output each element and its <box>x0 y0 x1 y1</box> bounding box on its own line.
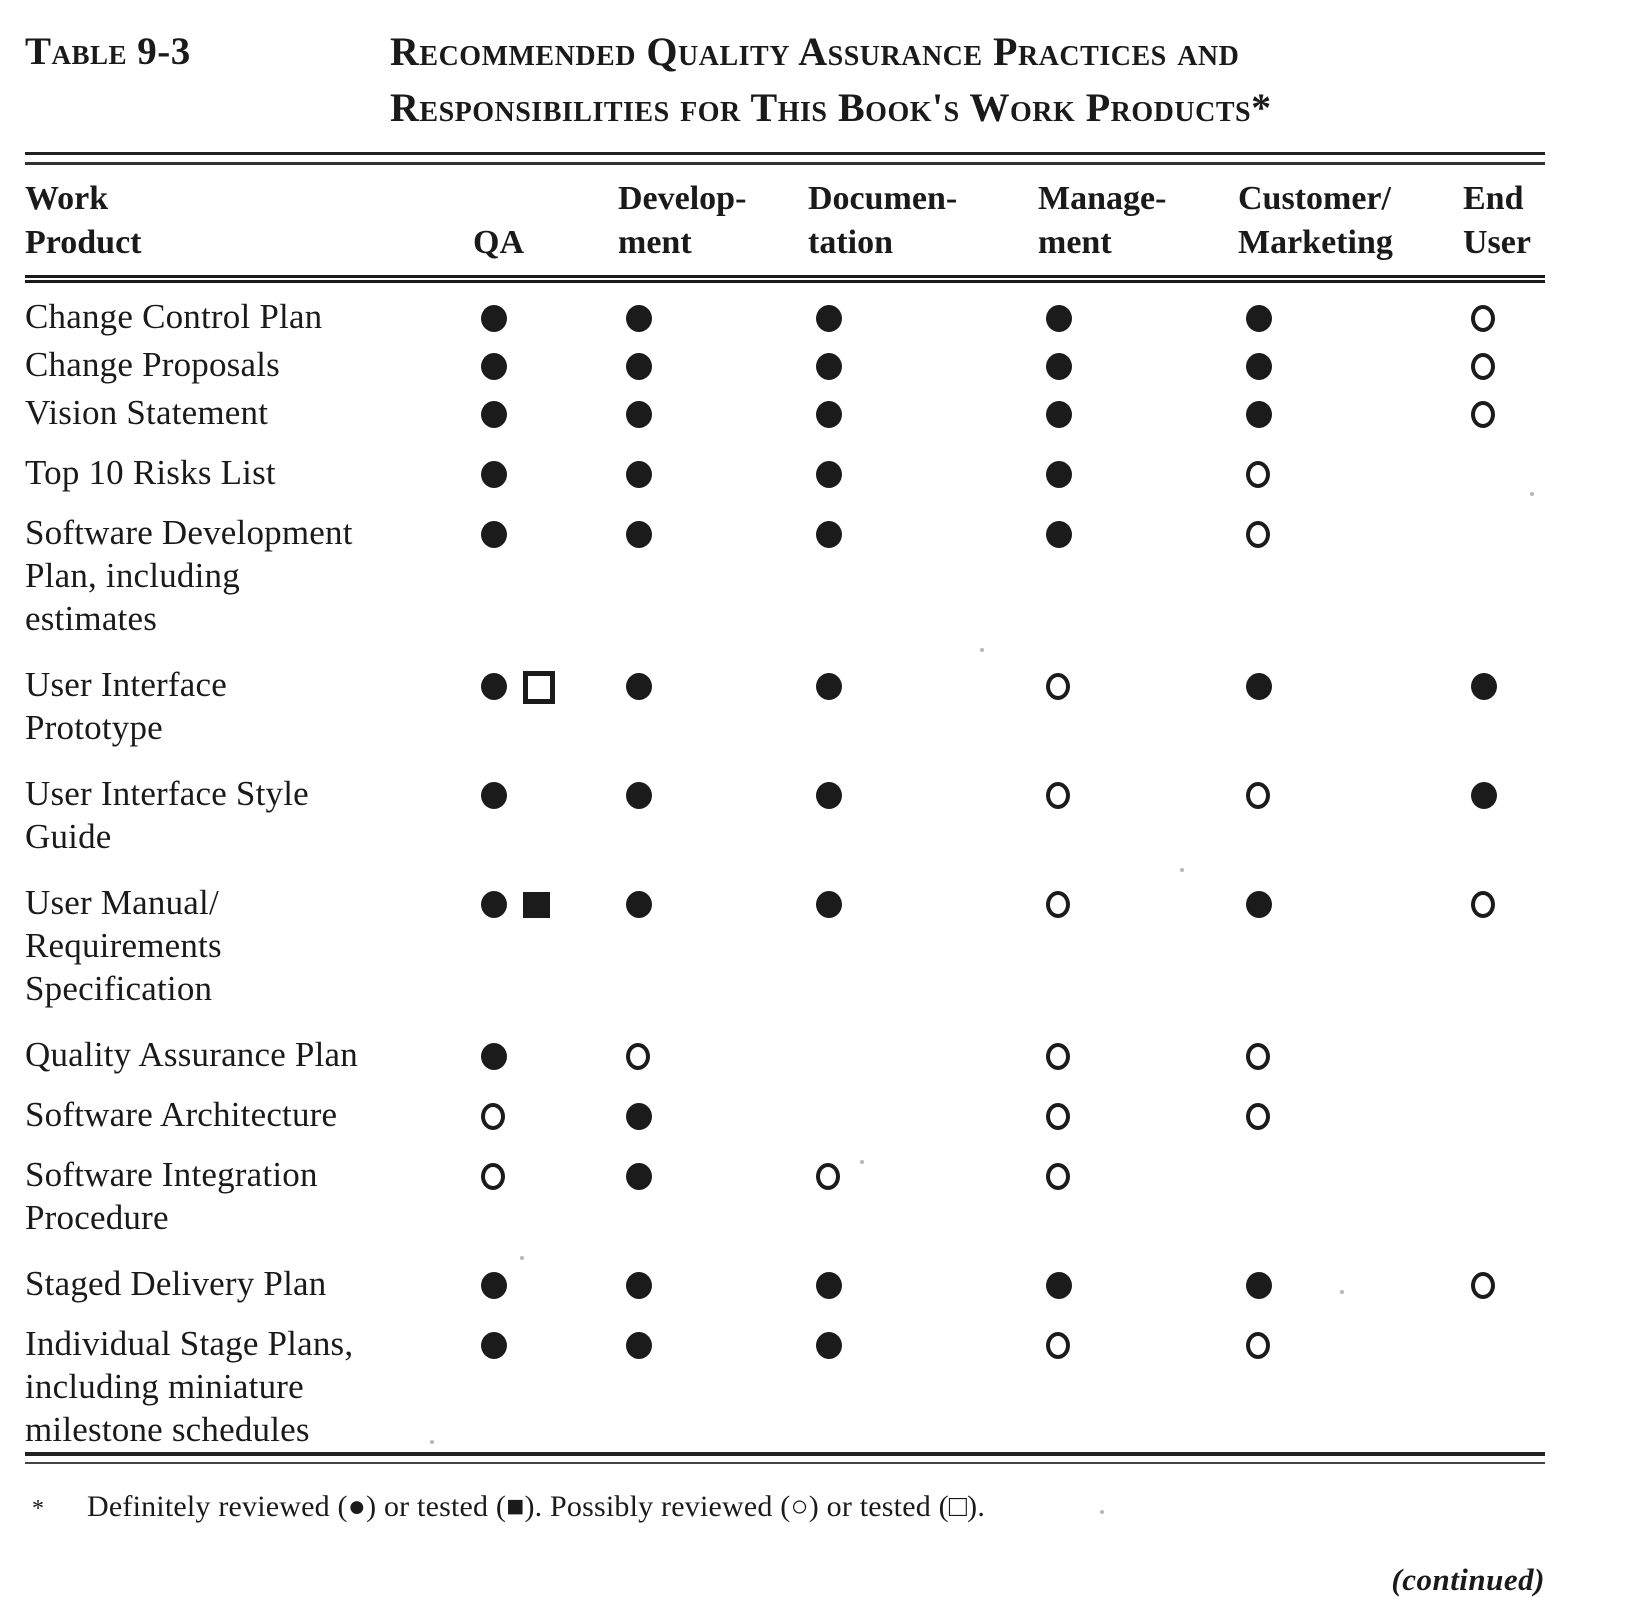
footnote <box>25 1488 1545 1528</box>
open-circle-symbol <box>1246 521 1270 548</box>
filled-circle-symbol <box>626 891 652 918</box>
symbol-cell <box>1445 387 1545 435</box>
top-rule <box>25 152 1545 165</box>
symbol-cell <box>1445 279 1545 339</box>
filled-circle-symbol <box>1046 305 1072 332</box>
open-circle-symbol <box>1246 461 1270 488</box>
filled-circle-symbol <box>816 461 842 488</box>
filled-circle-symbol <box>816 1272 842 1299</box>
open-circle-symbol <box>1046 673 1070 700</box>
filled-circle-symbol <box>481 1272 507 1299</box>
open-circle-symbol <box>1046 1163 1070 1190</box>
symbol-cell <box>790 1306 1020 1452</box>
symbol-cell <box>1020 387 1220 435</box>
open-circle-symbol <box>1471 401 1495 428</box>
filled-circle-symbol <box>816 353 842 380</box>
symbol-cell <box>1220 1077 1445 1137</box>
table-row <box>25 495 1545 641</box>
filled-circle-symbol <box>626 521 652 548</box>
scan-speck <box>1100 1510 1104 1514</box>
table-header-row <box>25 167 1545 279</box>
filled-circle-symbol <box>481 521 507 548</box>
footnote-marker: * <box>32 1496 44 1522</box>
symbol-cell <box>1445 1011 1545 1077</box>
filled-circle-symbol <box>626 1332 652 1359</box>
symbol-cell <box>1020 641 1220 750</box>
table-title <box>390 24 1272 136</box>
product-cell: Quality Assurance Plan <box>25 1035 358 1074</box>
symbol-cell <box>600 495 790 641</box>
filled-circle-symbol <box>626 305 652 332</box>
symbol-cell <box>790 339 1020 387</box>
symbol-cell <box>790 641 1020 750</box>
filled-circle-symbol <box>481 891 507 918</box>
open-circle-symbol <box>626 1043 650 1070</box>
symbol-cell <box>455 750 600 859</box>
symbol-cell <box>790 859 1020 1011</box>
filled-circle-symbol <box>481 782 507 809</box>
product-cell: Change Proposals <box>25 345 280 384</box>
symbol-cell <box>600 1306 790 1452</box>
product-cell: Software Development Plan, including estimates <box>25 513 353 638</box>
symbol-cell <box>455 495 600 641</box>
open-circle-symbol <box>1471 305 1495 332</box>
open-circle-symbol <box>1246 782 1270 809</box>
product-cell: User Interface Prototype <box>25 665 227 747</box>
symbol-cell <box>790 387 1020 435</box>
open-square-symbol <box>523 671 555 704</box>
symbol-cell <box>1220 339 1445 387</box>
symbol-cell <box>1220 387 1445 435</box>
symbol-cell <box>1220 1306 1445 1452</box>
symbol-cell <box>455 387 600 435</box>
symbol-cell <box>790 435 1020 495</box>
table-row <box>25 641 1545 750</box>
symbol-cell <box>455 859 600 1011</box>
symbol-cell <box>1220 279 1445 339</box>
symbol-cell <box>790 495 1020 641</box>
filled-circle-symbol <box>1046 1272 1072 1299</box>
table-label: Table 9-3 <box>25 30 191 73</box>
filled-circle-symbol <box>816 782 842 809</box>
symbol-cell <box>600 859 790 1011</box>
symbol-cell <box>1020 339 1220 387</box>
bottom-rule <box>25 1452 1545 1464</box>
column-header-manage-ment: Manage- ment <box>1020 167 1220 279</box>
symbol-cell <box>1020 1137 1220 1240</box>
symbol-cell <box>790 1011 1020 1077</box>
filled-circle-symbol <box>1046 401 1072 428</box>
symbol-cell <box>455 339 600 387</box>
column-header-develop-ment: Develop- ment <box>600 167 790 279</box>
table-row <box>25 1306 1545 1452</box>
table-row <box>25 435 1545 495</box>
symbol-cell <box>1445 1306 1545 1452</box>
symbol-cell <box>600 750 790 859</box>
table-row <box>25 1240 1545 1306</box>
filled-circle-symbol <box>816 401 842 428</box>
table-row <box>25 750 1545 859</box>
symbol-cell <box>1220 1137 1445 1240</box>
filled-circle-symbol <box>626 673 652 700</box>
column-header-work-product: Work Product <box>25 167 455 279</box>
table-title-line2: Responsibilities for This Book's Work Products* <box>390 85 1272 130</box>
symbol-cell <box>1220 1240 1445 1306</box>
product-cell: Software Integration Procedure <box>25 1155 318 1237</box>
scan-speck <box>520 1256 524 1260</box>
filled-circle-symbol <box>816 1332 842 1359</box>
filled-circle-symbol <box>626 401 652 428</box>
scan-speck <box>1340 1290 1344 1294</box>
symbol-cell <box>1020 1306 1220 1452</box>
symbol-cell <box>1445 495 1545 641</box>
table-row <box>25 1011 1545 1077</box>
scan-speck <box>1530 492 1534 496</box>
filled-circle-symbol <box>1471 673 1497 700</box>
symbol-cell <box>455 1240 600 1306</box>
scan-speck <box>430 1440 434 1444</box>
filled-circle-symbol <box>626 782 652 809</box>
symbol-cell <box>455 1011 600 1077</box>
filled-circle-symbol <box>1471 782 1497 809</box>
filled-circle-symbol <box>816 521 842 548</box>
symbol-cell <box>600 1011 790 1077</box>
table-row <box>25 1137 1545 1240</box>
open-circle-symbol <box>1246 1043 1270 1070</box>
scan-speck <box>980 648 984 652</box>
filled-circle-symbol <box>626 461 652 488</box>
open-circle-symbol <box>1046 1103 1070 1130</box>
symbol-cell <box>600 387 790 435</box>
symbol-cell <box>1020 750 1220 859</box>
title-block <box>25 24 1545 136</box>
symbol-cell <box>790 1137 1020 1240</box>
filled-circle-symbol <box>1246 401 1272 428</box>
symbol-cell <box>1445 435 1545 495</box>
column-header-end-user: End User <box>1445 167 1545 279</box>
table-title-line1: Recommended Quality Assurance Practices and <box>390 29 1240 74</box>
filled-circle-symbol <box>1046 353 1072 380</box>
open-circle-symbol <box>816 1163 840 1190</box>
symbol-cell <box>600 1077 790 1137</box>
table-row <box>25 339 1545 387</box>
table-row <box>25 1077 1545 1137</box>
filled-circle-symbol <box>481 1043 507 1070</box>
filled-circle-symbol <box>481 353 507 380</box>
symbol-cell <box>1020 495 1220 641</box>
filled-circle-symbol <box>816 891 842 918</box>
product-cell: Individual Stage Plans, including miniature milestone schedules <box>25 1324 354 1449</box>
filled-circle-symbol <box>1246 305 1272 332</box>
column-header-customer-marketing: Customer/ Marketing <box>1220 167 1445 279</box>
symbol-cell <box>1220 435 1445 495</box>
filled-circle-symbol <box>816 673 842 700</box>
filled-circle-symbol <box>481 673 507 700</box>
product-cell: User Interface Style Guide <box>25 774 309 856</box>
open-circle-symbol <box>1046 1332 1070 1359</box>
table-row <box>25 387 1545 435</box>
product-cell: Staged Delivery Plan <box>25 1264 327 1303</box>
symbol-cell <box>790 1240 1020 1306</box>
symbol-cell <box>600 641 790 750</box>
product-cell: User Manual/ Requirements Specification <box>25 883 222 1008</box>
filled-circle-symbol <box>1046 461 1072 488</box>
product-cell: Vision Statement <box>25 393 269 432</box>
symbol-cell <box>600 279 790 339</box>
product-cell: Change Control Plan <box>25 297 323 336</box>
open-circle-symbol <box>1471 891 1495 918</box>
open-circle-symbol <box>1046 1043 1070 1070</box>
scan-speck <box>1180 868 1184 872</box>
symbol-cell <box>455 1077 600 1137</box>
filled-circle-symbol <box>816 305 842 332</box>
symbol-cell <box>1020 435 1220 495</box>
symbol-cell <box>455 279 600 339</box>
symbol-cell <box>600 339 790 387</box>
filled-circle-symbol <box>626 1103 652 1130</box>
filled-circle-symbol <box>1046 521 1072 548</box>
symbol-cell <box>600 1137 790 1240</box>
symbol-cell <box>1220 495 1445 641</box>
table-body <box>25 279 1545 1452</box>
qa-practices-table <box>25 167 1545 1452</box>
symbol-cell <box>1445 750 1545 859</box>
filled-circle-symbol <box>626 1272 652 1299</box>
scan-speck <box>860 1160 864 1164</box>
symbol-cell <box>1020 859 1220 1011</box>
symbol-cell <box>1220 641 1445 750</box>
filled-circle-symbol <box>626 353 652 380</box>
symbol-cell <box>455 1137 600 1240</box>
symbol-cell <box>790 750 1020 859</box>
symbol-cell <box>1445 641 1545 750</box>
column-header-documen-tation: Documen- tation <box>790 167 1020 279</box>
filled-circle-symbol <box>1246 353 1272 380</box>
open-circle-symbol <box>1046 891 1070 918</box>
filled-circle-symbol <box>481 305 507 332</box>
filled-square-symbol <box>523 892 550 918</box>
open-circle-symbol <box>1046 782 1070 809</box>
table-row <box>25 279 1545 339</box>
footnote-text: Definitely reviewed (●) or tested (■). Possibly reviewed (○) or tested (□). <box>87 1490 986 1523</box>
open-circle-symbol <box>1246 1332 1270 1359</box>
continued-note: (continued) <box>1391 1562 1545 1597</box>
filled-circle-symbol <box>481 401 507 428</box>
symbol-cell <box>1020 279 1220 339</box>
symbol-cell <box>1445 1137 1545 1240</box>
symbol-cell <box>1445 1077 1545 1137</box>
symbol-cell <box>455 435 600 495</box>
symbol-cell <box>600 435 790 495</box>
table-row <box>25 859 1545 1011</box>
product-cell: Software Architecture <box>25 1095 338 1134</box>
symbol-cell <box>1220 750 1445 859</box>
filled-circle-symbol <box>481 1332 507 1359</box>
open-circle-symbol <box>481 1103 505 1130</box>
filled-circle-symbol <box>1246 673 1272 700</box>
symbol-cell <box>1220 859 1445 1011</box>
filled-circle-symbol <box>1246 891 1272 918</box>
filled-circle-symbol <box>481 461 507 488</box>
product-cell: Top 10 Risks List <box>25 453 276 492</box>
filled-circle-symbol <box>626 1163 652 1190</box>
symbol-cell <box>1220 1011 1445 1077</box>
open-circle-symbol <box>1471 353 1495 380</box>
symbol-cell <box>455 1306 600 1452</box>
symbol-cell <box>790 1077 1020 1137</box>
symbol-cell <box>1020 1011 1220 1077</box>
column-header-qa: QA <box>455 167 600 279</box>
filled-circle-symbol <box>1246 1272 1272 1299</box>
open-circle-symbol <box>1471 1272 1495 1299</box>
symbol-cell <box>790 279 1020 339</box>
symbol-cell <box>1445 339 1545 387</box>
symbol-cell <box>600 1240 790 1306</box>
open-circle-symbol <box>481 1163 505 1190</box>
symbol-cell <box>1020 1077 1220 1137</box>
open-circle-symbol <box>1246 1103 1270 1130</box>
symbol-cell <box>455 641 600 750</box>
symbol-cell <box>1020 1240 1220 1306</box>
symbol-cell <box>1445 1240 1545 1306</box>
symbol-cell <box>1445 859 1545 1011</box>
